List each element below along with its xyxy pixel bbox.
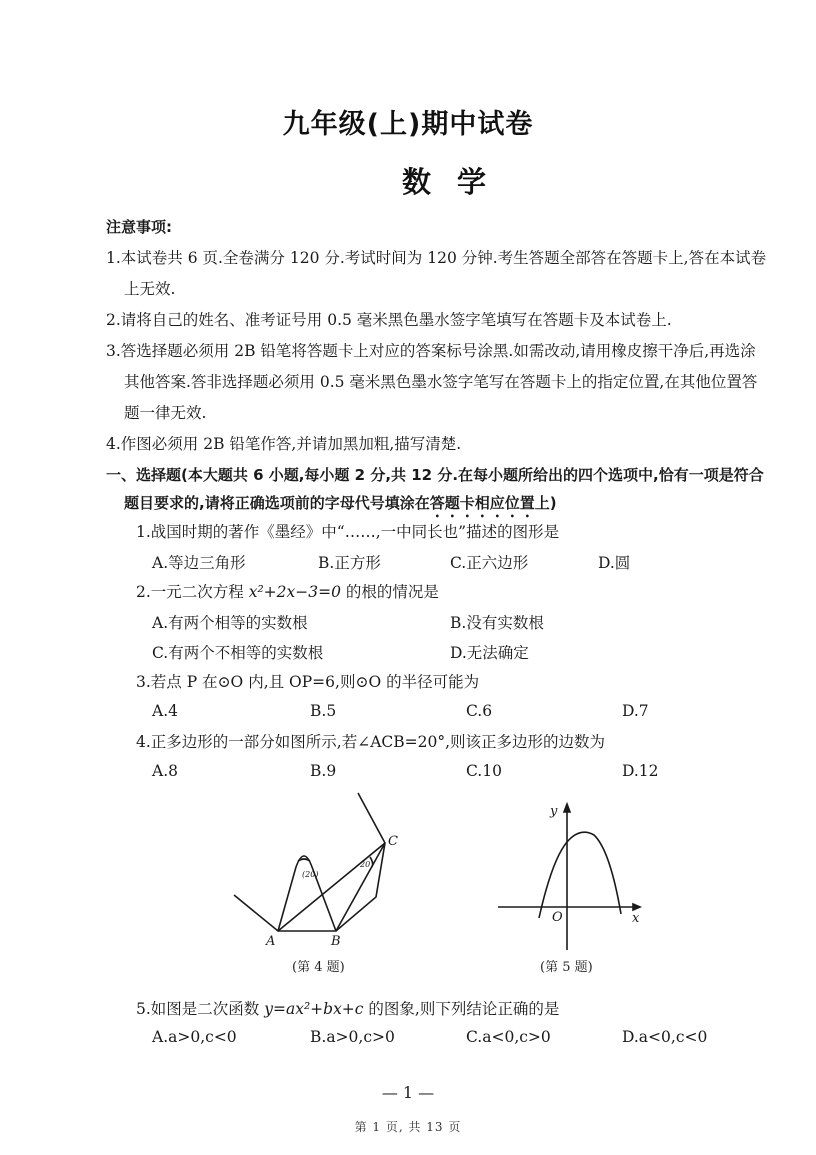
page-number: — 1 — [381,1083,435,1102]
q2-stem-end: 的根的情况是 [340,583,439,601]
q3-option-a: A.4 [152,702,178,720]
angle-mark: (20) [302,870,319,879]
q2-option-d: D.无法确定 [450,644,529,662]
notice-item-1: 1.本试卷共 6 页.全卷满分 120 分.考试时间为 120 分钟.考生答题全部答在答题卡上,答在本试卷 [106,249,767,267]
exam-title: 九年级(上)期中试卷 [282,109,534,140]
question-4-stem: 4.正多边形的一部分如图所示,若∠ACB=20°,则该正多边形的边数为 [136,733,606,751]
q1-option-d: D.圆 [598,554,631,572]
q5-stem-text: 5.如图是二次函数 [136,1000,265,1018]
figure-4-caption: (第 4 题) [292,960,345,975]
q5-option-a: A.a>0,c<0 [152,1028,237,1046]
notice-item-2: 2.请将自己的姓名、准考证号用 0.5 毫米黑色墨水签字笔填写在答题卡及本试卷上. [106,311,672,329]
section-1-text-end: 上) [534,494,557,512]
q5-option-b: B.a>0,c>0 [310,1028,395,1046]
q1-option-a: A.等边三角形 [152,554,246,572]
q5-function: y=ax²+bx+c [264,1000,364,1018]
q5-option-c: C.a<0,c>0 [466,1028,551,1046]
origin-label: O [552,910,563,925]
q3-option-d: D.7 [622,702,649,720]
q4-option-c: C.10 [466,762,502,780]
q2-option-b: B.没有实数根 [450,614,544,632]
notice-item-4: 4.作图必须用 2B 铅笔作答,并请加黑加粗,描写清楚. [106,435,462,453]
notice-item-1-cont: 上无效. [124,280,176,298]
q2-stem-text: 2.一元二次方程 [136,583,249,601]
notice-item-3-cont2: 题一律无效. [124,404,207,422]
subject-title: 数学 [402,165,513,199]
label-c: C [388,834,398,849]
q4-option-d: D.12 [622,762,659,780]
q2-equation: x²+2x−3=0 [248,583,341,601]
svg-text:20: 20 [360,860,371,869]
label-a: A [266,934,276,949]
question-3-stem: 3.若点 P 在⊙O 内,且 OP=6,则⊙O 的半径可能为 [136,673,480,691]
figure-5-parabola [490,790,650,955]
q2-option-a: A.有两个相等的实数根 [152,614,308,632]
q4-option-b: B.9 [310,762,337,780]
question-2-stem [136,582,439,602]
q5-stem-end: 的图象,则下列结论正确的是 [363,1000,560,1018]
notice-heading: 注意事项: [106,218,172,236]
q1-option-c: C.正六边形 [450,554,529,572]
page-info: 第 1 页, 共 13 页 [354,1120,462,1134]
question-1-stem: 1.战国时期的著作《墨经》中“……,一中同长也”描述的图形是 [136,523,560,541]
section-1-heading: 一、选择题(本大题共 6 小题,每小题 2 分,共 12 分.在每小题所给出的四个选项中,恰有一项是符合 [106,466,764,484]
notice-item-3: 3.答选择题必须用 2B 铅笔将答题卡上对应的答案标号涂黑.如需改动,请用橡皮擦干净后,再选涂 [106,342,756,360]
label-b: B [331,934,341,949]
notice-item-3-cont: 其他答案.答非选择题必须用 0.5 毫米黑色墨水签字笔写在答题卡上的指定位置,在其他位置答 [124,373,758,391]
q4-option-a: A.8 [152,762,178,780]
axis-label-y: y [550,804,558,819]
figure-5-caption: (第 5 题) [540,960,593,975]
axis-label-x: x [632,911,640,926]
section-1-text: 题目要求的,请将正确选项前的字母代号填涂在 [124,494,430,512]
section-1-heading-cont [124,492,557,521]
q5-option-d: D.a<0,c<0 [622,1028,708,1046]
q3-option-c: C.6 [466,702,493,720]
q1-option-b: B.正方形 [318,554,381,572]
question-5-stem [136,999,559,1019]
figure-4-polygon [220,785,420,950]
q3-option-b: B.5 [310,702,337,720]
emphasized-text: 答题卡相应位置 [429,494,535,512]
q2-option-c: C.有两个不相等的实数根 [152,644,324,662]
